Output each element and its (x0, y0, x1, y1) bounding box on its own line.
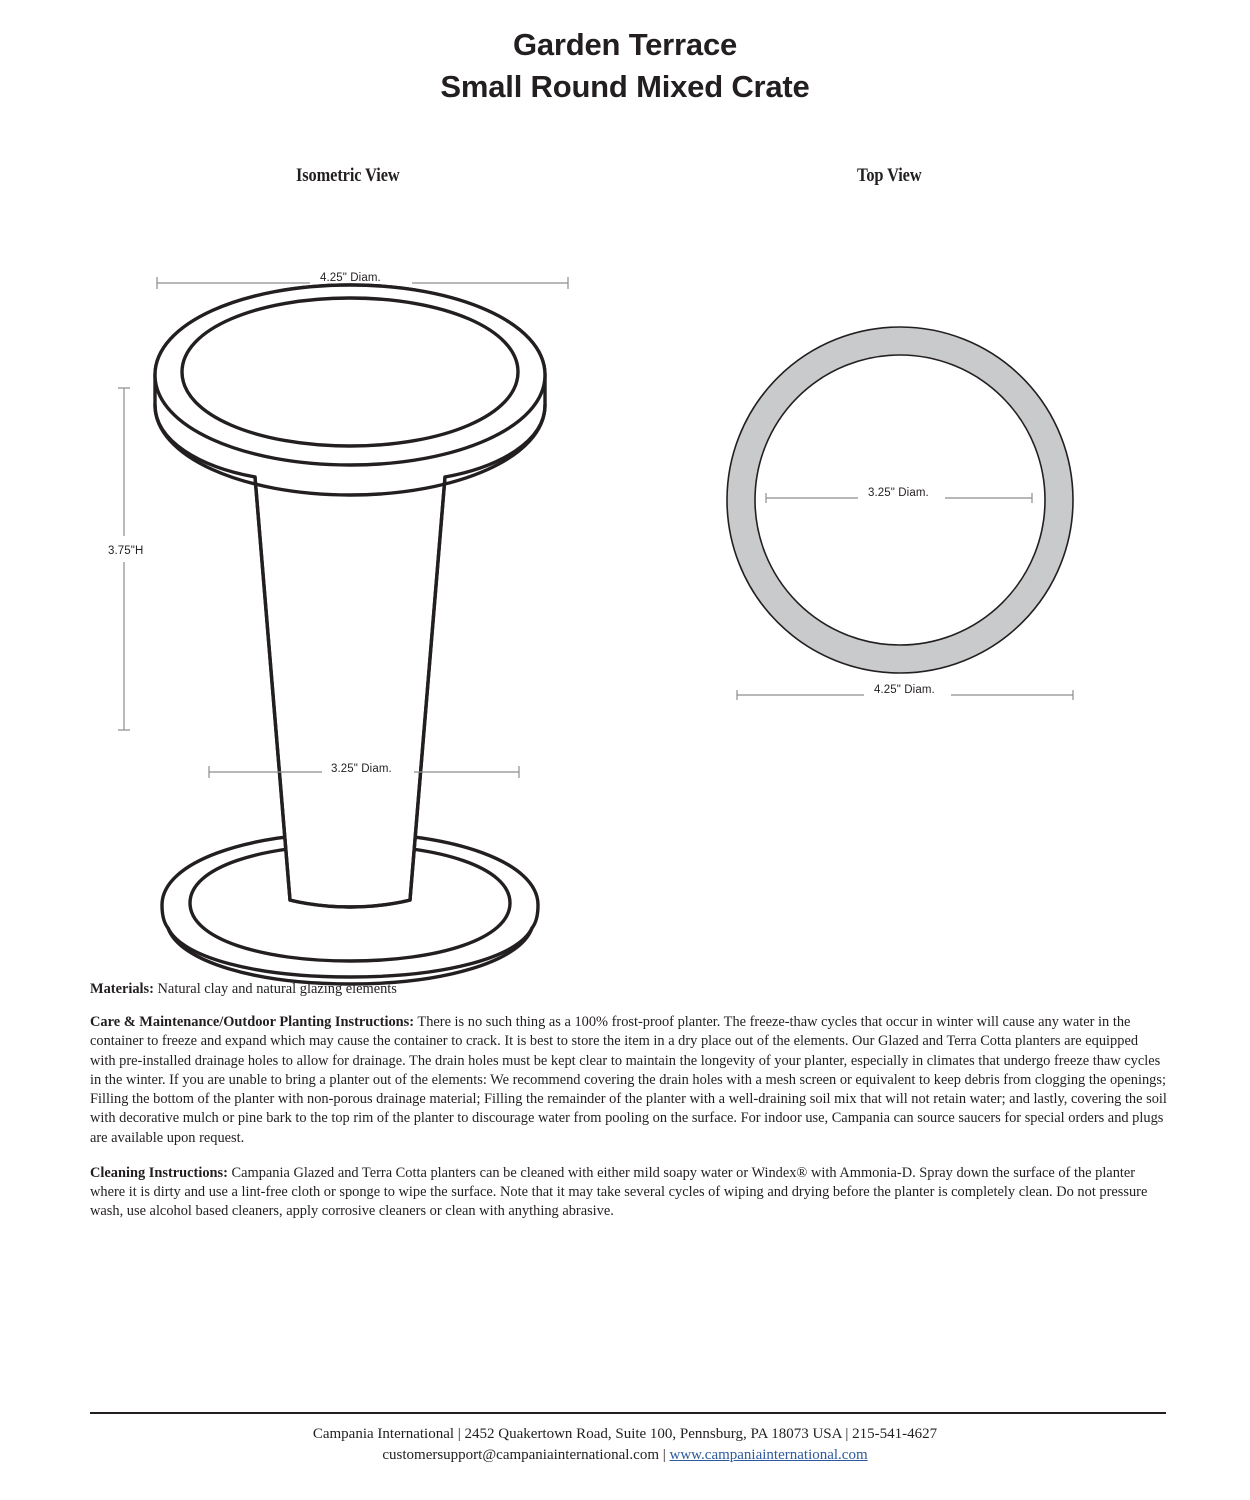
footer-website-link[interactable]: www.campaniainternational.com (669, 1447, 868, 1464)
materials-text: Natural clay and natural glazing elements (153, 981, 397, 997)
saucer-ridge (168, 928, 532, 977)
rim-annulus (727, 327, 1073, 673)
title-line-2: Small Round Mixed Crate (440, 69, 810, 105)
footer (0, 1424, 1250, 1467)
care-paragraph (90, 1013, 1167, 1148)
page-title (0, 24, 1250, 108)
isometric-view-label: Isometric View (296, 165, 400, 186)
materials-paragraph (90, 980, 1167, 999)
pot-opening-ellipse (182, 298, 518, 446)
top-view-label: Top View (857, 165, 922, 186)
footer-divider (90, 1412, 1166, 1414)
care-text: There is no such thing as a 100% frost-proof planter. The freeze-thaw cycles that occur in winter will cause any water in the container to freeze and expand which may cause the container to crack. It is best to store the item in a dry place out of the elements. Our Glazed and Terra Cotta planters are equipped with pre-installed drainage holes to allow for drainage. The drain holes must be kept clear to maintain the longevity of your planter, especially in climates that undergo freeze thaw cycles in the winter. If you are unable to bring a planter out of the elements: We recommend covering the drain holes with a mesh screen or equivalent to keep debris from clogging the openings; Filling the bottom of the planter with non-porous drainage material; Filling the remainder of the planter with a well-draining soil mix that will not retain water; and lastly, covering the soil with decorative mulch or pine bark to the top rim of the planter to discourage water from pooling on the surface. For indoor use, Campania can source saucers for special orders and plugs are available upon request. (90, 1014, 1167, 1146)
care-label: Care & Maintenance/Outdoor Planting Instructions: (90, 1014, 415, 1031)
isometric-view-drawing (100, 255, 600, 800)
top-view-drawing (715, 315, 1085, 685)
inner-circle-outline (755, 355, 1045, 645)
cleaning-label: Cleaning Instructions: (90, 1164, 228, 1181)
dimension-label-top-outer-diameter: 4.25" Diam. (874, 684, 935, 696)
materials-label: Materials: (90, 981, 154, 997)
footer-address-line: Campania International | 2452 Quakertown Road, Suite 100, Pennsburg, PA 18073 USA | 215-541-4627 (312, 1426, 938, 1442)
planter-top-svg (715, 315, 1085, 685)
cleaning-paragraph (90, 1164, 1167, 1222)
dimension-label-iso-height: 3.75"H (108, 545, 144, 557)
dimension-label-iso-bottom-diameter: 3.25" Diam. (331, 763, 392, 775)
footer-email-text: customersupport@campaniainternational.com | (382, 1447, 670, 1464)
dimension-label-top-inner-diameter: 3.25" Diam. (868, 487, 929, 499)
footer-contact-line (0, 1445, 1250, 1466)
cleaning-text: Campania Glazed and Terra Cotta planters can be cleaned with either mild soapy water or Windex® with Ammonia-D. Spray down the surface of the planter where it is dirty and use a lint-free cloth or sponge to wipe the surface. Note that it may take several cycles of wiping and drying before the planter is completely clean. Do not pressure wash, use alcohol based cleaners, apply corrosive cleaners or clean with anything abrasive. (90, 1164, 1148, 1220)
dimension-label-iso-top-diameter: 4.25" Diam. (320, 272, 381, 284)
specifications-text (90, 980, 1167, 1221)
planter-isometric-svg (100, 255, 600, 800)
title-line-1: Garden Terrace (512, 27, 738, 62)
